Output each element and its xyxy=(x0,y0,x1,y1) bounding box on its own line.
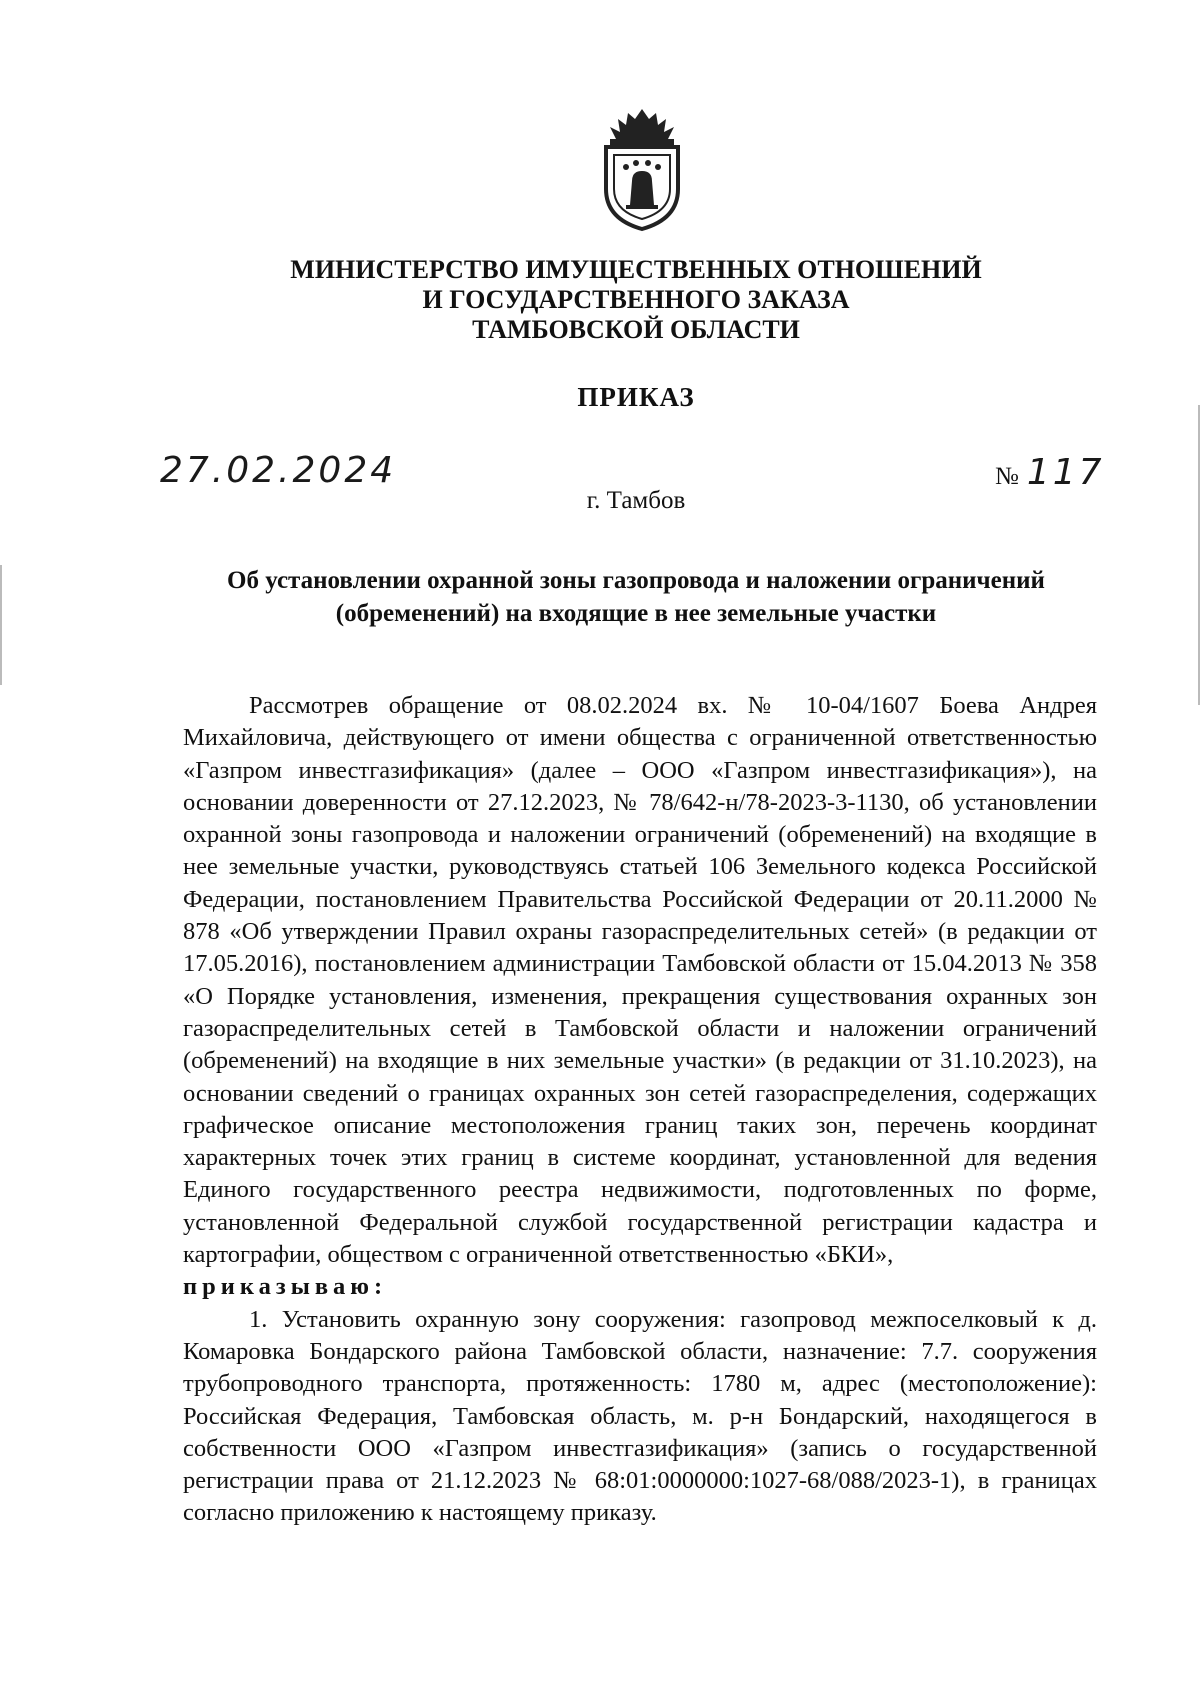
order-subject xyxy=(170,564,1102,630)
order-title: ПРИКАЗ xyxy=(577,382,695,412)
ministry-line-2: И ГОСУДАРСТВЕННОГО ЗАКАЗА xyxy=(422,285,850,314)
ministry-line-1: МИНИСТЕРСТВО ИМУЩЕСТВЕННЫХ ОТНОШЕНИЙ xyxy=(290,255,982,284)
order-word-paragraph xyxy=(183,1271,1097,1303)
preamble-paragraph: Рассмотрев обращение от 08.02.2024 вх. № 10-04/1607 Боева Андрея Михайловича, действующего от имени общества с ограниченной ответственностью «Газпром инвестгазификация» (далее – ООО «Газпром инвестгазификация»), на основании доверенности от 27.12.2023, № 78/642-н/78-2023-3-1130, об установлении охранной зоны газопровода и наложении ограничений (обременений) на входящие в нее земельные участки, руководствуясь статьей 106 Земельного кодекса Российской Федерации, постановлением Правительства Российской Федерации от 20.11.2000 № 878 «Об утверждении Правил охраны газораспределительных сетей» (в редакции от 17.05.2016), постановлением администрации Тамбовской области от 15.04.2013 № 358 «О Порядке установления, изменения, прекращения существования охранных зон газораспределительных сетей в Тамбовской области и наложении ограничений (обременений) на входящие в них земельные участки» (в редакции от 31.10.2023), на основании сведений о границах охранных зон сетей газораспределения, содержащих графическое описание местоположения границ таких зон, перечень координат характерных точек этих границ в системе координат, установленной для ведения Единого государственного реестра недвижимости, подготовленных по форме, установленной Федеральной службой государственной регистрации кадастра и картографии, обществом с ограниченной ответственностью «БКИ», xyxy=(183,692,1097,1269)
order-number-value: 117 xyxy=(1026,452,1105,493)
order-word: приказываю: xyxy=(183,1273,388,1301)
scan-edge-left xyxy=(0,565,2,685)
ministry-line-3: ТАМБОВСКОЙ ОБЛАСТИ xyxy=(472,315,800,344)
item-1-paragraph: 1. Установить охранную зону сооружения: газопровод межпоселковый к д. Комаровка Бондарского района Тамбовской области, назначение: 7.7. сооружения трубопроводного транспорта, протяженность: 1780 м, адрес (местоположение): Российская Федерация, Тамбовская область, м. р-н Бондарский, находящегося в собственности ООО «Газпром инвестгазификация» (запись о государственной регистрации права от 21.12.2023 № 68:01:0000000:1027-68/088/2023-1), в границах согласно приложению к настоящему приказу. xyxy=(183,1305,1097,1527)
tambov-coat-of-arms-icon xyxy=(596,105,688,233)
city: г. Тамбов xyxy=(586,487,686,514)
subject-line-1: Об установлении охранной зоны газопровода и наложении ограничений xyxy=(227,567,1045,594)
number-sign: № xyxy=(995,463,1019,490)
ministry-name xyxy=(200,255,1072,345)
order-date: 27.02.2024 xyxy=(160,450,397,491)
order-body xyxy=(183,690,1097,1530)
subject-line-2: (обременений) на входящие в нее земельные участки xyxy=(335,600,937,627)
